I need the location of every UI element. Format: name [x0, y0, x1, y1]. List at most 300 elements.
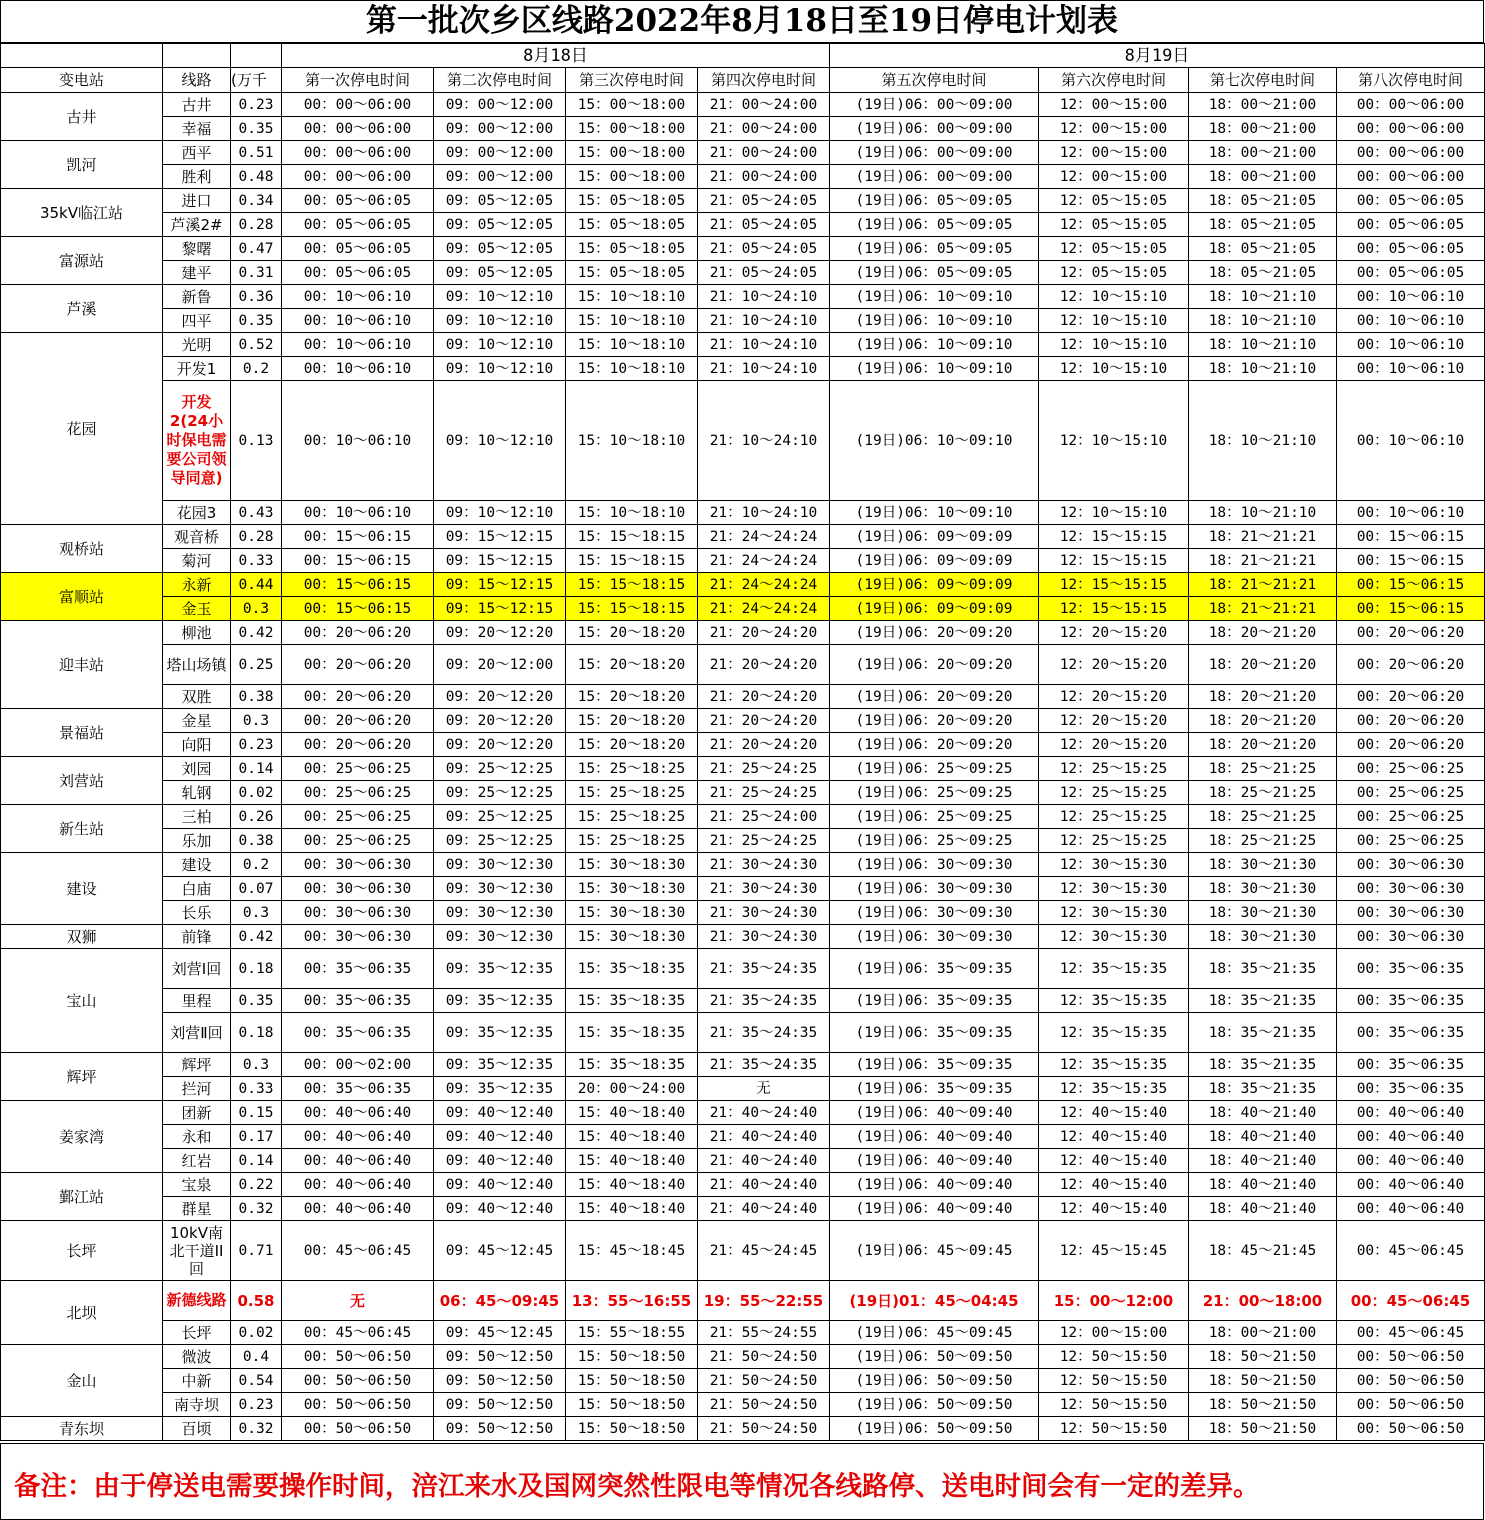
outage-time-7: 18：10～21:10: [1189, 357, 1337, 381]
outage-time-1: 00：30～06:30: [282, 925, 434, 949]
outage-time-5: (19日)06：20～09:20: [830, 645, 1039, 685]
table-row: [1, 1221, 1485, 1281]
outage-time-3: 13：55～16:55: [566, 1281, 698, 1321]
outage-time-7: 18：20～21:20: [1189, 733, 1337, 757]
outage-time-4: 21：45～24:45: [698, 1221, 830, 1281]
outage-time-8: 00：15～06:15: [1337, 573, 1485, 597]
outage-time-7: 18：50～21:50: [1189, 1417, 1337, 1441]
outage-time-2: 09：00～12:00: [434, 93, 566, 117]
outage-time-7: 18：00～21:00: [1189, 141, 1337, 165]
line-name: 四平: [163, 309, 231, 333]
outage-time-5: (19日)06：09～09:09: [830, 573, 1039, 597]
outage-time-3: 15：35～18:35: [566, 1053, 698, 1077]
outage-time-4: 21：50～24:50: [698, 1369, 830, 1393]
outage-time-6: 15：00～12:00: [1039, 1281, 1189, 1321]
load-value: 0.35: [231, 989, 282, 1013]
load-value: 0.51: [231, 141, 282, 165]
line-name: 永新: [163, 573, 231, 597]
outage-time-7: 18：00～21:00: [1189, 165, 1337, 189]
outage-time-4: 21：35～24:35: [698, 1053, 830, 1077]
load-value: 0.3: [231, 901, 282, 925]
outage-time-6: 12：10～15:10: [1039, 381, 1189, 501]
line-name: 长坪: [163, 1321, 231, 1345]
outage-time-3: 15：40～18:40: [566, 1125, 698, 1149]
outage-time-3: 15：20～18:20: [566, 621, 698, 645]
line-name: 黎曙: [163, 237, 231, 261]
outage-time-5: (19日)06：09～09:09: [830, 549, 1039, 573]
outage-time-3: 15：10～18:10: [566, 285, 698, 309]
outage-time-2: 09：35～12:35: [434, 989, 566, 1013]
outage-time-2: 09：10～12:10: [434, 501, 566, 525]
outage-time-3: 15：05～18:05: [566, 189, 698, 213]
outage-time-6: 12：25～15:25: [1039, 805, 1189, 829]
table-row: [1, 1173, 1485, 1197]
outage-time-5: (19日)06：09～09:09: [830, 597, 1039, 621]
outage-time-2: 09：40～12:40: [434, 1125, 566, 1149]
outage-time-3: 15：45～18:45: [566, 1221, 698, 1281]
table-row: [1, 1369, 1485, 1393]
outage-time-8: 00：05～06:05: [1337, 237, 1485, 261]
outage-time-8: 00：35～06:35: [1337, 1077, 1485, 1101]
outage-time-7: 18：40～21:40: [1189, 1173, 1337, 1197]
outage-time-8: 00：50～06:50: [1337, 1417, 1485, 1441]
outage-time-4: 21：40～24:40: [698, 1125, 830, 1149]
outage-time-6: 12：20～15:20: [1039, 645, 1189, 685]
outage-time-6: 12：05～15:05: [1039, 237, 1189, 261]
load-value: 0.14: [231, 1149, 282, 1173]
outage-time-5: (19日)06：50～09:50: [830, 1369, 1039, 1393]
outage-time-8: 00：35～06:35: [1337, 989, 1485, 1013]
table-row: [1, 381, 1485, 501]
table-row: [1, 357, 1485, 381]
line-name: 古井: [163, 93, 231, 117]
outage-time-5: (19日)06：10～09:10: [830, 309, 1039, 333]
outage-time-4: 21：24～24:24: [698, 525, 830, 549]
outage-time-4: 21：20～24:20: [698, 709, 830, 733]
outage-time-4: 19：55～22:55: [698, 1281, 830, 1321]
line-name: 双胜: [163, 685, 231, 709]
outage-time-4: 21：35～24:35: [698, 989, 830, 1013]
load-value: 0.23: [231, 733, 282, 757]
outage-time-8: 00：00～06:00: [1337, 165, 1485, 189]
outage-time-6: 12：20～15:20: [1039, 709, 1189, 733]
outage-time-2: 06：45～09:45: [434, 1281, 566, 1321]
outage-time-4: 21：40～24:40: [698, 1149, 830, 1173]
outage-time-5: (19日)06：10～09:10: [830, 357, 1039, 381]
station-name: 景福站: [1, 709, 163, 757]
outage-time-3: 15：50～18:50: [566, 1369, 698, 1393]
outage-time-7: 18：30～21:30: [1189, 901, 1337, 925]
table-row: [1, 1013, 1485, 1053]
outage-time-4: 21：10～24:10: [698, 357, 830, 381]
line-name: 进口: [163, 189, 231, 213]
outage-time-4: 21：20～24:20: [698, 685, 830, 709]
outage-time-1: 00：40～06:40: [282, 1197, 434, 1221]
outage-time-8: 00：25～06:25: [1337, 829, 1485, 853]
outage-time-5: (19日)06：20～09:20: [830, 685, 1039, 709]
table-row: [1, 285, 1485, 309]
outage-time-3: 15：05～18:05: [566, 237, 698, 261]
outage-time-4: 21：10～24:10: [698, 381, 830, 501]
table-row: [1, 1417, 1485, 1441]
table-row: [1, 925, 1485, 949]
outage-time-2: 09：30～12:30: [434, 853, 566, 877]
col-header-t6: 第六次停电时间: [1039, 68, 1189, 93]
station-name: 长坪: [1, 1221, 163, 1281]
outage-time-7: 18：40～21:40: [1189, 1149, 1337, 1173]
table-row: [1, 989, 1485, 1013]
outage-time-1: 00：05～06:05: [282, 189, 434, 213]
load-value: 0.18: [231, 1013, 282, 1053]
page-title: 第一批次乡区线路2022年8月18日至19日停电计划表: [0, 0, 1484, 43]
outage-time-3: 15：20～18:20: [566, 685, 698, 709]
outage-time-8: 00：50～06:50: [1337, 1393, 1485, 1417]
line-name: 红岩: [163, 1149, 231, 1173]
outage-time-3: 15：30～18:30: [566, 925, 698, 949]
col-header-t2: 第二次停电时间: [434, 68, 566, 93]
outage-time-5: (19日)06：05～09:05: [830, 189, 1039, 213]
line-name: 群星: [163, 1197, 231, 1221]
outage-time-7: 18：25～21:25: [1189, 805, 1337, 829]
load-value: 0.48: [231, 165, 282, 189]
outage-time-6: 12：40～15:40: [1039, 1125, 1189, 1149]
table-row: [1, 733, 1485, 757]
table-row: [1, 1101, 1485, 1125]
outage-time-4: 21：30～24:30: [698, 925, 830, 949]
station-name: 北坝: [1, 1281, 163, 1345]
outage-time-7: 18：25～21:25: [1189, 829, 1337, 853]
outage-time-2: 09：20～12:20: [434, 709, 566, 733]
outage-time-6: 12：10～15:10: [1039, 501, 1189, 525]
outage-time-7: 18：35～21:35: [1189, 1077, 1337, 1101]
outage-time-8: 00：25～06:25: [1337, 781, 1485, 805]
line-name: 微波: [163, 1345, 231, 1369]
outage-time-6: 12：40～15:40: [1039, 1149, 1189, 1173]
outage-time-6: 12：35～15:35: [1039, 1013, 1189, 1053]
outage-time-2: 09：15～12:15: [434, 525, 566, 549]
outage-time-6: 12：35～15:35: [1039, 949, 1189, 989]
table-row: [1, 757, 1485, 781]
outage-time-1: 无: [282, 1281, 434, 1321]
outage-time-1: 00：15～06:15: [282, 525, 434, 549]
outage-time-5: (19日)06：45～09:45: [830, 1221, 1039, 1281]
outage-time-7: 18：20～21:20: [1189, 709, 1337, 733]
load-value: 0.2: [231, 853, 282, 877]
table-row: [1, 525, 1485, 549]
outage-time-6: 12：20～15:20: [1039, 621, 1189, 645]
outage-time-4: 21：00～24:00: [698, 93, 830, 117]
outage-time-4: 21：30～24:30: [698, 853, 830, 877]
outage-time-2: 09：10～12:10: [434, 285, 566, 309]
outage-time-1: 00：45～06:45: [282, 1321, 434, 1345]
outage-time-2: 09：40～12:40: [434, 1101, 566, 1125]
outage-time-5: (19日)06：05～09:05: [830, 213, 1039, 237]
line-name: 里程: [163, 989, 231, 1013]
outage-time-2: 09：05～12:05: [434, 261, 566, 285]
load-value: 0.43: [231, 501, 282, 525]
outage-time-3: 15：00～18:00: [566, 165, 698, 189]
outage-time-1: 00：10～06:10: [282, 357, 434, 381]
outage-time-3: 15：40～18:40: [566, 1101, 698, 1125]
outage-time-4: 21：30～24:30: [698, 877, 830, 901]
col-header-line: 线路: [163, 68, 231, 93]
outage-time-2: 09：50～12:50: [434, 1393, 566, 1417]
station-name: 双狮: [1, 925, 163, 949]
outage-time-1: 00：50～06:50: [282, 1417, 434, 1441]
outage-time-7: 18：25～21:25: [1189, 781, 1337, 805]
station-name: 建设: [1, 853, 163, 925]
col-header-t7: 第七次停电时间: [1189, 68, 1337, 93]
load-value: 0.3: [231, 1053, 282, 1077]
outage-time-4: 21：25～24:00: [698, 805, 830, 829]
outage-time-2: 09：05～12:05: [434, 189, 566, 213]
station-name: 观桥站: [1, 525, 163, 573]
load-value: 0.71: [231, 1221, 282, 1281]
outage-time-7: 18：35～21:35: [1189, 989, 1337, 1013]
line-name: 胜利: [163, 165, 231, 189]
outage-time-8: 00：15～06:15: [1337, 525, 1485, 549]
line-name: 金玉: [163, 597, 231, 621]
date-header-d2: 8月19日: [830, 44, 1485, 68]
outage-time-1: 00：00～06:00: [282, 165, 434, 189]
table-row: [1, 141, 1485, 165]
outage-time-3: 15：20～18:20: [566, 733, 698, 757]
outage-time-7: 18：10～21:10: [1189, 381, 1337, 501]
load-value: 0.58: [231, 1281, 282, 1321]
outage-time-7: 18：40～21:40: [1189, 1197, 1337, 1221]
outage-time-3: 15：35～18:35: [566, 949, 698, 989]
outage-time-6: 12：20～15:20: [1039, 733, 1189, 757]
outage-time-3: 15：20～18:20: [566, 645, 698, 685]
station-name: 凯河: [1, 141, 163, 189]
table-row: [1, 1345, 1485, 1369]
load-value: 0.33: [231, 549, 282, 573]
outage-time-6: 12：15～15:15: [1039, 573, 1189, 597]
table-row: [1, 829, 1485, 853]
outage-time-1: 00：45～06:45: [282, 1221, 434, 1281]
outage-time-2: 09：10～12:10: [434, 381, 566, 501]
outage-time-1: 00：05～06:05: [282, 213, 434, 237]
outage-time-3: 15：15～18:15: [566, 549, 698, 573]
outage-time-4: 21：25～24:25: [698, 781, 830, 805]
outage-time-1: 00：40～06:40: [282, 1125, 434, 1149]
outage-time-5: (19日)06：50～09:50: [830, 1417, 1039, 1441]
outage-time-8: 00：35～06:35: [1337, 1013, 1485, 1053]
load-value: 0.22: [231, 1173, 282, 1197]
table-row: [1, 501, 1485, 525]
outage-time-4: 21：40～24:40: [698, 1101, 830, 1125]
outage-time-1: 00：40～06:40: [282, 1101, 434, 1125]
outage-time-7: 21：00～18:00: [1189, 1281, 1337, 1321]
table-row: [1, 781, 1485, 805]
station-name: 富源站: [1, 237, 163, 285]
outage-time-5: (19日)06：25～09:25: [830, 829, 1039, 853]
outage-time-1: 00：10～06:10: [282, 285, 434, 309]
table-row: [1, 549, 1485, 573]
outage-time-1: 00：50～06:50: [282, 1345, 434, 1369]
outage-time-6: 12：30～15:30: [1039, 853, 1189, 877]
line-name: 西平: [163, 141, 231, 165]
outage-time-3: 15：30～18:30: [566, 901, 698, 925]
outage-time-4: 21：55～24:55: [698, 1321, 830, 1345]
load-value: 0.13: [231, 381, 282, 501]
outage-time-3: 15：00～18:00: [566, 93, 698, 117]
table-row: [1, 189, 1485, 213]
outage-time-3: 15：20～18:20: [566, 709, 698, 733]
station-name: 刘营站: [1, 757, 163, 805]
outage-time-2: 09：50～12:50: [434, 1345, 566, 1369]
outage-time-7: 18：30～21:30: [1189, 925, 1337, 949]
table-row: [1, 165, 1485, 189]
footnote: 备注：由于停送电需要操作时间，涪江来水及国网突然性限电等情况各线路停、送电时间会有一定的差异。: [14, 1471, 1260, 1502]
load-value: 0.35: [231, 117, 282, 141]
outage-time-1: 00：00～06:00: [282, 93, 434, 117]
load-value: 0.42: [231, 621, 282, 645]
outage-time-7: 18：21～21:21: [1189, 597, 1337, 621]
outage-time-1: 00：05～06:05: [282, 237, 434, 261]
outage-time-6: 12：30～15:30: [1039, 877, 1189, 901]
outage-time-2: 09：50～12:50: [434, 1369, 566, 1393]
station-name: 青东坝: [1, 1417, 163, 1441]
table-row: [1, 1053, 1485, 1077]
outage-time-1: 00：20～06:20: [282, 709, 434, 733]
outage-time-4: 21：10～24:10: [698, 501, 830, 525]
outage-time-3: 15：05～18:05: [566, 213, 698, 237]
outage-time-7: 18：30～21:30: [1189, 877, 1337, 901]
load-value: 0.31: [231, 261, 282, 285]
outage-time-2: 09：10～12:10: [434, 309, 566, 333]
load-value: 0.18: [231, 949, 282, 989]
station-name: 迎丰站: [1, 621, 163, 709]
outage-time-6: 12：15～15:15: [1039, 549, 1189, 573]
table-row: [1, 709, 1485, 733]
outage-time-1: 00：30～06:30: [282, 853, 434, 877]
outage-time-4: 21：24～24:24: [698, 597, 830, 621]
outage-time-3: 15：10～18:10: [566, 333, 698, 357]
outage-time-1: 00：25～06:25: [282, 805, 434, 829]
outage-time-1: 00：10～06:10: [282, 333, 434, 357]
date-header-d1: 8月18日: [282, 44, 830, 68]
load-value: 0.52: [231, 333, 282, 357]
load-value: 0.38: [231, 685, 282, 709]
outage-time-4: 21：05～24:05: [698, 213, 830, 237]
table-row: [1, 901, 1485, 925]
table-row: [1, 1125, 1485, 1149]
outage-time-5: (19日)06：35～09:35: [830, 989, 1039, 1013]
line-name: 长乐: [163, 901, 231, 925]
outage-time-3: 15：25～18:25: [566, 781, 698, 805]
outage-time-2: 09：05～12:05: [434, 237, 566, 261]
outage-time-5: (19日)06：35～09:35: [830, 1053, 1039, 1077]
outage-time-3: 15：40～18:40: [566, 1149, 698, 1173]
outage-time-2: 09：25～12:25: [434, 757, 566, 781]
load-value: 0.3: [231, 709, 282, 733]
line-name: 白庙: [163, 877, 231, 901]
outage-time-7: 18：20～21:20: [1189, 621, 1337, 645]
outage-time-1: 00：35～06:35: [282, 1077, 434, 1101]
outage-time-2: 09：00～12:00: [434, 141, 566, 165]
outage-time-4: 21：05～24:05: [698, 261, 830, 285]
line-name: 幸福: [163, 117, 231, 141]
outage-time-6: 12：00～15:00: [1039, 1321, 1189, 1345]
outage-time-1: 00：15～06:15: [282, 573, 434, 597]
outage-time-8: 00：10～06:10: [1337, 357, 1485, 381]
line-name: 南寺坝: [163, 1393, 231, 1417]
outage-time-7: 18：35～21:35: [1189, 949, 1337, 989]
table-row: [1, 949, 1485, 989]
col-header-t4: 第四次停电时间: [698, 68, 830, 93]
outage-time-1: 00：25～06:25: [282, 757, 434, 781]
outage-time-8: 00：05～06:05: [1337, 189, 1485, 213]
load-value: 0.34: [231, 189, 282, 213]
load-value: 0.32: [231, 1197, 282, 1221]
outage-time-3: 15：10～18:10: [566, 381, 698, 501]
outage-time-5: (19日)06：25～09:25: [830, 757, 1039, 781]
outage-time-2: 09：35～12:35: [434, 949, 566, 989]
load-value: 0.14: [231, 757, 282, 781]
outage-time-6: 12：50～15:50: [1039, 1417, 1189, 1441]
outage-time-1: 00：30～06:30: [282, 877, 434, 901]
line-name: 花园3: [163, 501, 231, 525]
outage-time-1: 00：50～06:50: [282, 1393, 434, 1417]
outage-time-1: 00：20～06:20: [282, 645, 434, 685]
outage-time-3: 15：40～18:40: [566, 1197, 698, 1221]
outage-time-8: 00：45～06:45: [1337, 1221, 1485, 1281]
outage-time-8: 00：15～06:15: [1337, 597, 1485, 621]
outage-time-4: 21：10～24:10: [698, 309, 830, 333]
outage-time-3: 15：50～18:50: [566, 1393, 698, 1417]
line-name: 塔山场镇: [163, 645, 231, 685]
outage-time-2: 09：25～12:25: [434, 805, 566, 829]
outage-time-2: 09：00～12:00: [434, 165, 566, 189]
outage-time-1: 00：00～02:00: [282, 1053, 434, 1077]
outage-time-8: 00：00～06:00: [1337, 117, 1485, 141]
outage-time-1: 00：10～06:10: [282, 501, 434, 525]
outage-time-7: 18：10～21:10: [1189, 333, 1337, 357]
outage-time-5: (19日)06：00～09:00: [830, 93, 1039, 117]
load-value: 0.4: [231, 1345, 282, 1369]
outage-time-5: (19日)06：25～09:25: [830, 805, 1039, 829]
table-row: [1, 1393, 1485, 1417]
outage-time-8: 00：50～06:50: [1337, 1369, 1485, 1393]
outage-time-8: 00：10～06:10: [1337, 333, 1485, 357]
line-name: 柳池: [163, 621, 231, 645]
outage-time-6: 12：05～15:05: [1039, 261, 1189, 285]
table-row: [1, 685, 1485, 709]
load-value: 0.07: [231, 877, 282, 901]
line-name: 金星: [163, 709, 231, 733]
outage-time-8: 00：40～06:40: [1337, 1149, 1485, 1173]
station-name: 姜家湾: [1, 1101, 163, 1173]
col-header-t1: 第一次停电时间: [282, 68, 434, 93]
line-name: 新鲁: [163, 285, 231, 309]
outage-time-7: 18：10～21:10: [1189, 501, 1337, 525]
outage-time-8: 00：40～06:40: [1337, 1101, 1485, 1125]
load-value: 0.23: [231, 1393, 282, 1417]
outage-time-6: 12：30～15:30: [1039, 901, 1189, 925]
outage-time-5: (19日)06：20～09:20: [830, 733, 1039, 757]
outage-time-2: 09：40～12:40: [434, 1149, 566, 1173]
outage-time-8: 00：25～06:25: [1337, 757, 1485, 781]
line-name: 辉坪: [163, 1053, 231, 1077]
outage-time-3: 15：15～18:15: [566, 525, 698, 549]
outage-time-4: 21：25～24:25: [698, 757, 830, 781]
line-name: 百顷: [163, 1417, 231, 1441]
line-name: 前锋: [163, 925, 231, 949]
outage-time-5: (19日)06：10～09:10: [830, 501, 1039, 525]
outage-time-5: (19日)06：40～09:40: [830, 1125, 1039, 1149]
outage-time-5: (19日)06：40～09:40: [830, 1149, 1039, 1173]
